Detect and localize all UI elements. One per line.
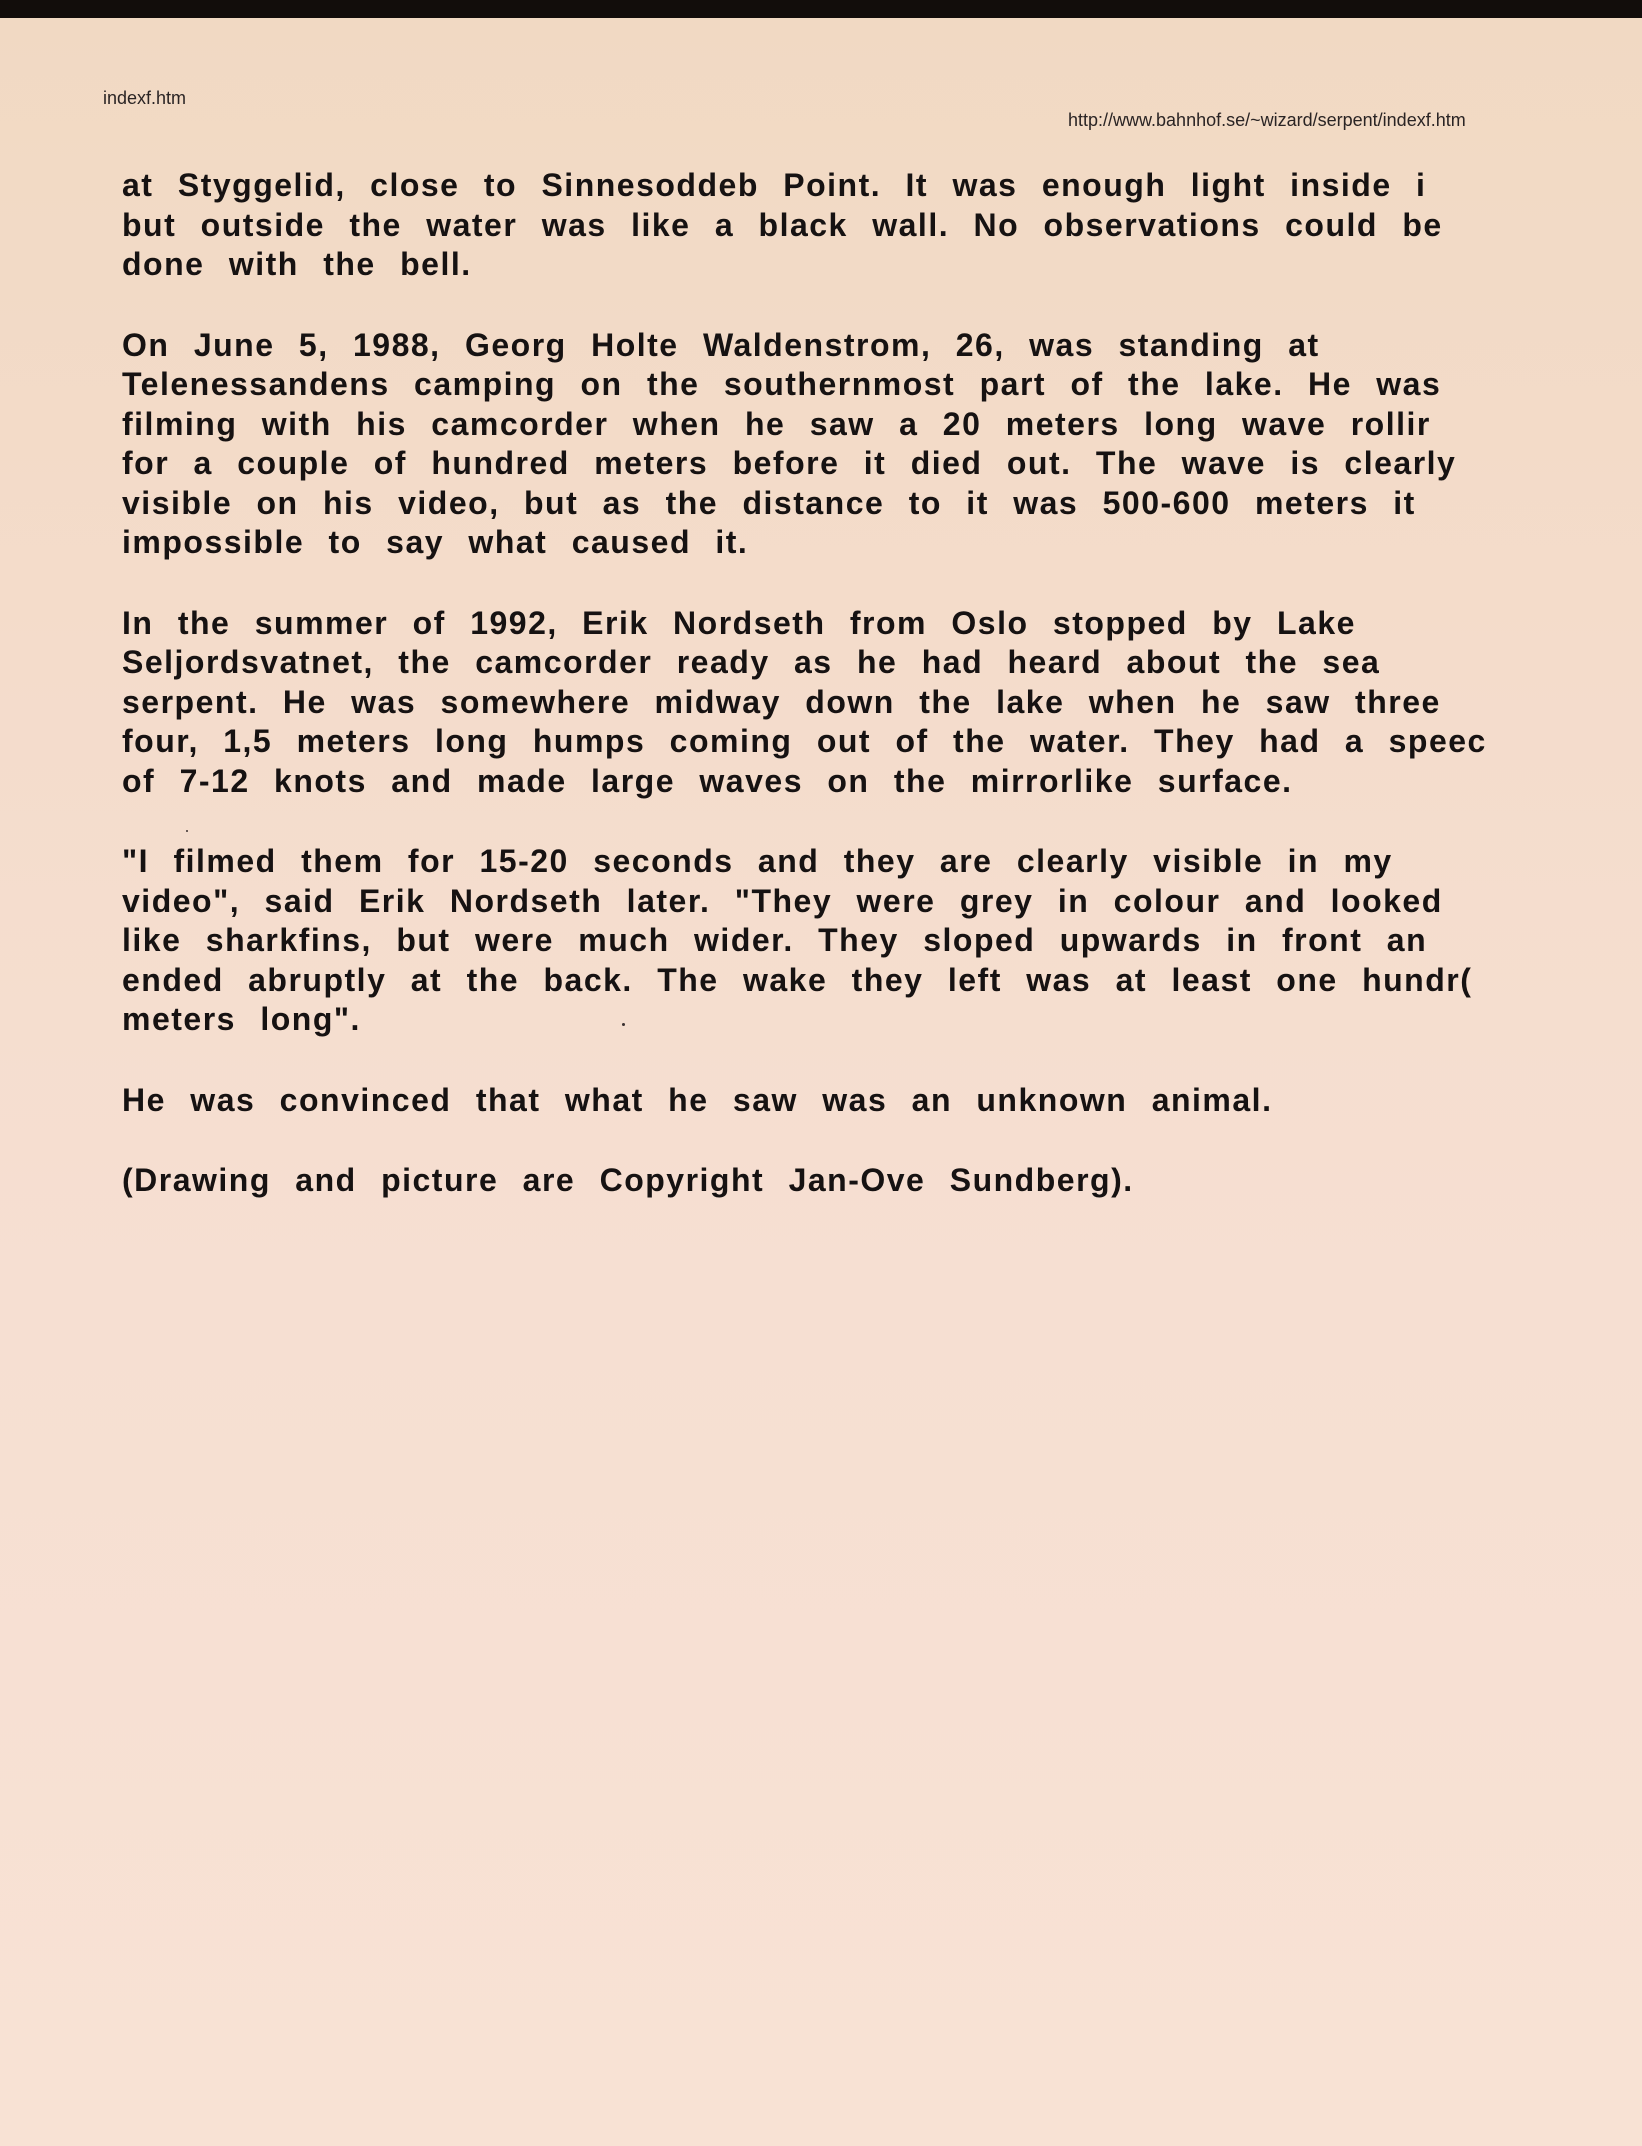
text-line: meters long".	[122, 1001, 361, 1037]
article-body	[122, 166, 1642, 1201]
text-line: done with the bell.	[122, 246, 472, 282]
text-line: four, 1,5 meters long humps coming out of the water. They had a speec	[122, 723, 1487, 759]
text-line: "I filmed them for 15-20 seconds and they are clearly visible in my	[122, 843, 1393, 879]
paragraph-quote	[122, 842, 1642, 1040]
paragraph-conclusion	[122, 1081, 1642, 1121]
text-line: Seljordsvatnet, the camcorder ready as he had heard about the sea	[122, 644, 1381, 680]
text-line: On June 5, 1988, Georg Holte Waldenstrom, 26, was standing at	[122, 326, 1320, 363]
header-filename: indexf.htm	[103, 88, 187, 108]
header-url: http://www.bahnhof.se/~wizard/serpent/indexf.htm	[1068, 110, 1466, 130]
text-line: Telenessandens camping on the southernmost part of the lake. He was	[122, 366, 1442, 402]
text-line: ended abruptly at the back. The wake they left was at least one hundr(	[122, 961, 1473, 998]
paragraph-nordseth	[122, 604, 1642, 802]
text-line: visible on his video, but as the distance to it was 500-600 meters it	[122, 484, 1416, 521]
text-line: impossible to say what caused it.	[122, 524, 749, 560]
text-line: but outside the water was like a black wall. No observations could be	[122, 206, 1443, 243]
text-line: serpent. He was somewhere midway down the lake when he saw three	[122, 683, 1441, 720]
text-line: (Drawing and picture are Copyright Jan-Ove Sundberg).	[122, 1162, 1134, 1198]
text-line: for a couple of hundred meters before it died out. The wave is clearly	[122, 445, 1457, 481]
paragraph-copyright	[122, 1161, 1642, 1201]
scan-speck	[622, 1023, 625, 1026]
text-line: filming with his camcorder when he saw a 20 meters long wave rollir	[122, 405, 1431, 442]
text-line: He was convinced that what he saw was an unknown animal.	[122, 1081, 1273, 1118]
paragraph-waldenstrom	[122, 326, 1642, 563]
text-line: at Styggelid, close to Sinnesoddeb Point. It was enough light inside i	[122, 167, 1427, 203]
text-line: video", said Erik Nordseth later. "They were grey in colour and looked	[122, 882, 1443, 919]
text-line: In the summer of 1992, Erik Nordseth from Oslo stopped by Lake	[122, 604, 1356, 641]
scanned-page	[0, 18, 1642, 2146]
text-line: of 7-12 knots and made large waves on the mirrorlike surface.	[122, 762, 1293, 799]
scan-speck	[186, 830, 188, 832]
paragraph-styggelid	[122, 166, 1642, 285]
text-line: like sharkfins, but were much wider. They sloped upwards in front an	[122, 922, 1428, 958]
